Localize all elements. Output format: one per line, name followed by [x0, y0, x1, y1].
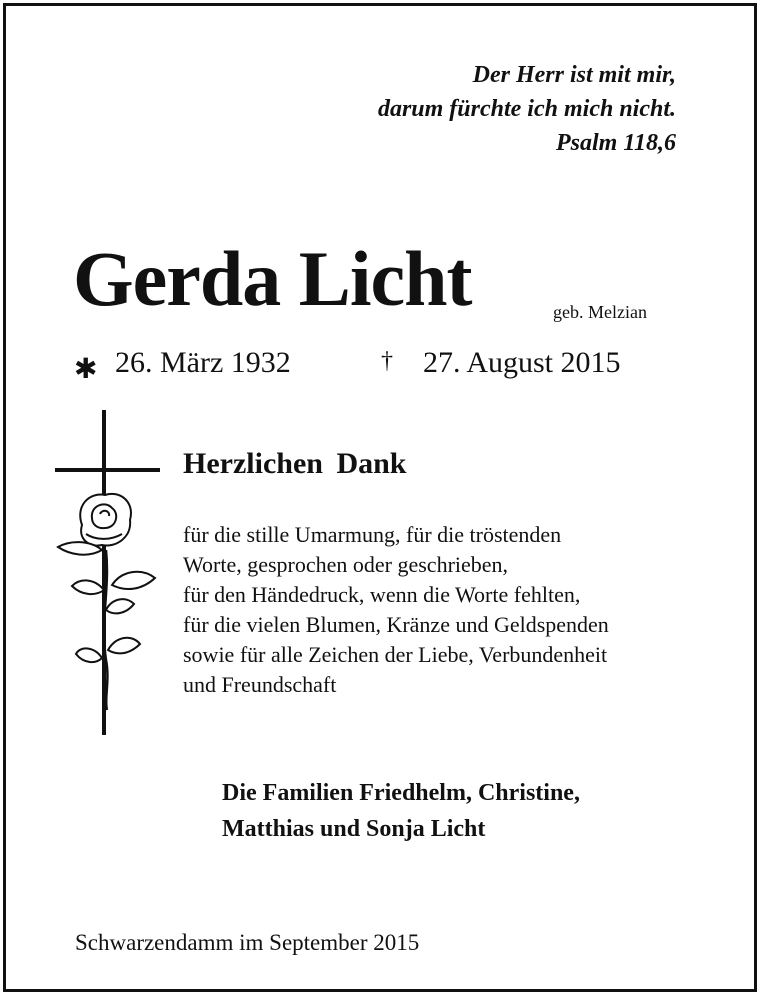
family-line-1: Die Familien Friedhelm, Christine, — [222, 780, 580, 806]
cross-with-rose-icon — [50, 410, 165, 740]
family-signature — [222, 775, 580, 847]
birth-date: 26. März 1932 — [115, 346, 291, 379]
place-and-date: Schwarzendamm im September 2015 — [75, 930, 420, 955]
deceased-name: Gerda Licht — [73, 235, 472, 322]
thanks-heading: Herzlichen Dank — [183, 447, 407, 480]
death-date: 27. August 2015 — [423, 346, 621, 379]
birth-name: geb. Melzian — [553, 302, 647, 322]
family-line-2: Matthias und Sonja Licht — [222, 816, 486, 842]
psalm-line-2: darum fürchte ich mich nicht. — [377, 96, 676, 122]
thanks-line: für die stille Umarmung, für die tröstenden — [183, 522, 562, 547]
thanks-line: und Freundschaft — [183, 672, 337, 697]
thanks-line: Worte, gesprochen oder geschrieben, — [183, 552, 509, 577]
thanks-text — [183, 520, 609, 700]
psalm-quote — [378, 58, 676, 160]
psalm-line-1: Der Herr ist mit mir, — [472, 62, 676, 88]
birth-star-icon: ✱ — [74, 352, 98, 385]
psalm-reference: Psalm 118,6 — [555, 130, 676, 156]
thanks-line: für den Händedruck, wenn die Worte fehlten, — [183, 582, 581, 607]
death-dagger-icon: † — [381, 348, 393, 374]
thanks-line: sowie für alle Zeichen der Liebe, Verbundenheit — [183, 642, 608, 667]
thanks-line: für die vielen Blumen, Kränze und Geldspenden — [183, 612, 609, 637]
